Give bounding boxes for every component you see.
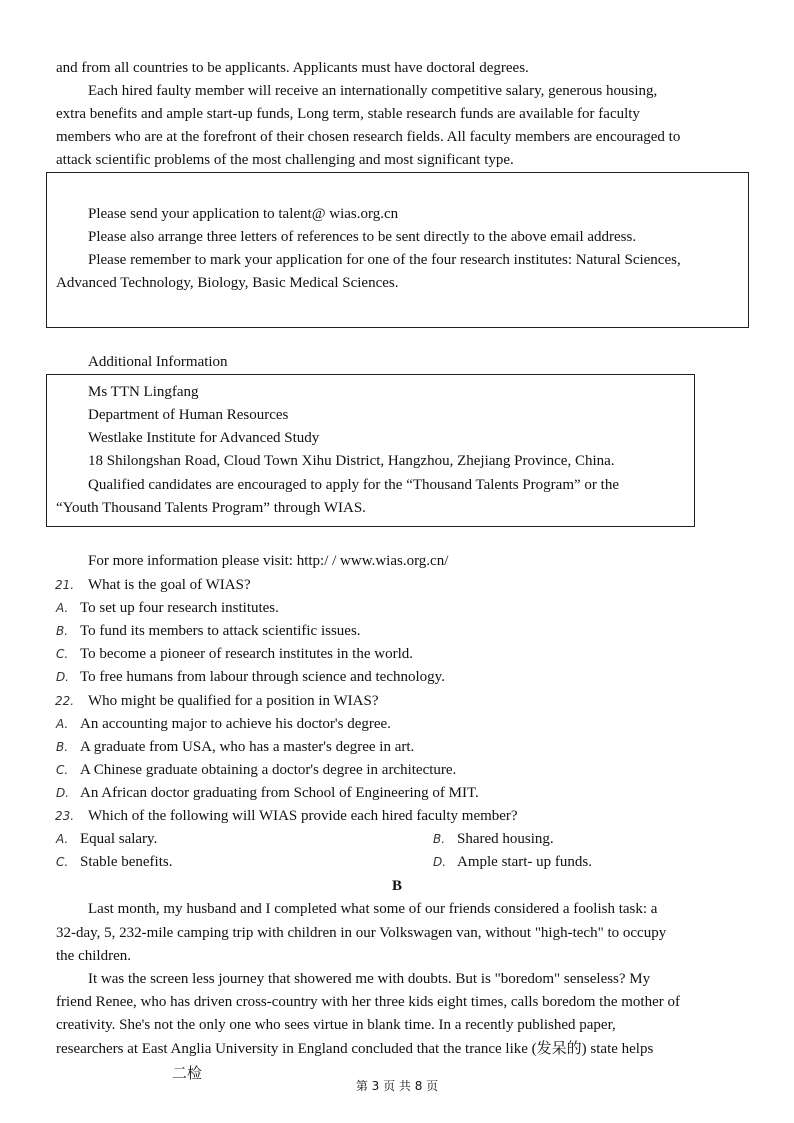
more-info-link: For more information please visit: http:/ / www.wias.org.cn/ <box>88 553 449 569</box>
option-label: A. <box>56 832 69 846</box>
text-line: Ms TTN Lingfang <box>88 384 199 400</box>
footer-mark: 二检 <box>172 1064 203 1082</box>
option-label: A. <box>56 717 69 731</box>
text-line: and from all countries to be applicants. Applicants must have doctoral degrees. <box>56 60 529 76</box>
text-line: extra benefits and ample start-up funds, Long term, stable research funds are available for faculty <box>56 106 640 122</box>
option-text: Stable benefits. <box>80 854 173 870</box>
text-line: Advanced Technology, Biology, Basic Medical Sciences. <box>56 275 399 291</box>
text-line: friend Renee, who has driven cross-country with her three kids eight times, calls boredom the mother of <box>56 994 680 1010</box>
text-line: Qualified candidates are encouraged to apply for the “Thousand Talents Program” or the <box>88 477 619 493</box>
option-label: D. <box>56 786 70 800</box>
text-line: Department of Human Resources <box>88 407 289 423</box>
option-label: C. <box>56 855 69 869</box>
text-line: Last month, my husband and I completed what some of our friends considered a foolish task: a <box>88 901 658 917</box>
option-label: B. <box>56 624 69 638</box>
text-line: Please remember to mark your application for one of the four research institutes: Natural Sciences, <box>88 252 681 268</box>
section-title: B <box>391 878 402 894</box>
option-text: Ample start- up funds. <box>457 854 592 870</box>
option-text: Equal salary. <box>80 831 158 847</box>
text-line: It was the screen less journey that showered me with doubts. But is "boredom" senseless? My <box>88 971 651 987</box>
option-label: B. <box>433 832 446 846</box>
option-text: An accounting major to achieve his doctor's degree. <box>80 716 391 732</box>
option-text: To fund its members to attack scientific issues. <box>80 623 361 639</box>
text-line: Each hired faulty member will receive an internationally competitive salary, generous housing, <box>88 83 658 99</box>
question-text: Which of the following will WIAS provide each hired faculty member? <box>88 808 518 824</box>
text-line: 32-day, 5, 232-mile camping trip with children in our Volkswagen van, without "high-tech" to occupy <box>56 925 667 941</box>
question-text: What is the goal of WIAS? <box>88 577 251 593</box>
text-line: 18 Shilongshan Road, Cloud Town Xihu District, Hangzhou, Zhejiang Province, China. <box>88 453 615 469</box>
option-label: A. <box>56 601 69 615</box>
option-text: An African doctor graduating from School of Engineering of MIT. <box>80 785 479 801</box>
text-line: “Youth Thousand Talents Program” through WIAS. <box>56 500 366 516</box>
option-text: A Chinese graduate obtaining a doctor's degree in architecture. <box>80 762 457 778</box>
option-text: Shared housing. <box>457 831 554 847</box>
question-number: 23. <box>55 809 75 823</box>
text-line: members who are at the forefront of their chosen research fields. All faculty members are encouraged to <box>56 129 681 145</box>
page-number: 第 3 页 共 8 页 <box>355 1079 439 1093</box>
option-label: C. <box>56 647 69 661</box>
option-label: C. <box>56 763 69 777</box>
option-text: To free humans from labour through science and technology. <box>80 669 445 685</box>
option-text: To set up four research institutes. <box>80 600 279 616</box>
text-line: researchers at East Anglia University in England concluded that the trance like (发呆的) state helps <box>56 1041 654 1057</box>
option-label: B. <box>56 740 69 754</box>
option-text: To become a pioneer of research institutes in the world. <box>80 646 414 662</box>
option-label: D. <box>56 670 70 684</box>
question-text: Who might be qualified for a position in WIAS? <box>88 693 379 709</box>
text-line: Please also arrange three letters of references to be sent directly to the above email address. <box>88 229 637 245</box>
text-line: creativity. She's not the only one who sees virtue in blank time. In a recently published paper, <box>56 1017 616 1033</box>
text-line: Please send your application to talent@ wias.org.cn <box>88 206 399 222</box>
text-line: the children. <box>56 948 131 964</box>
option-text: A graduate from USA, who has a master's degree in art. <box>80 739 415 755</box>
text-line: attack scientific problems of the most challenging and most significant type. <box>56 152 514 168</box>
question-number: 21. <box>55 578 75 592</box>
section-heading: Additional Information <box>88 354 228 370</box>
question-number: 22. <box>55 694 75 708</box>
text-line: Westlake Institute for Advanced Study <box>88 430 320 446</box>
option-label: D. <box>433 855 447 869</box>
